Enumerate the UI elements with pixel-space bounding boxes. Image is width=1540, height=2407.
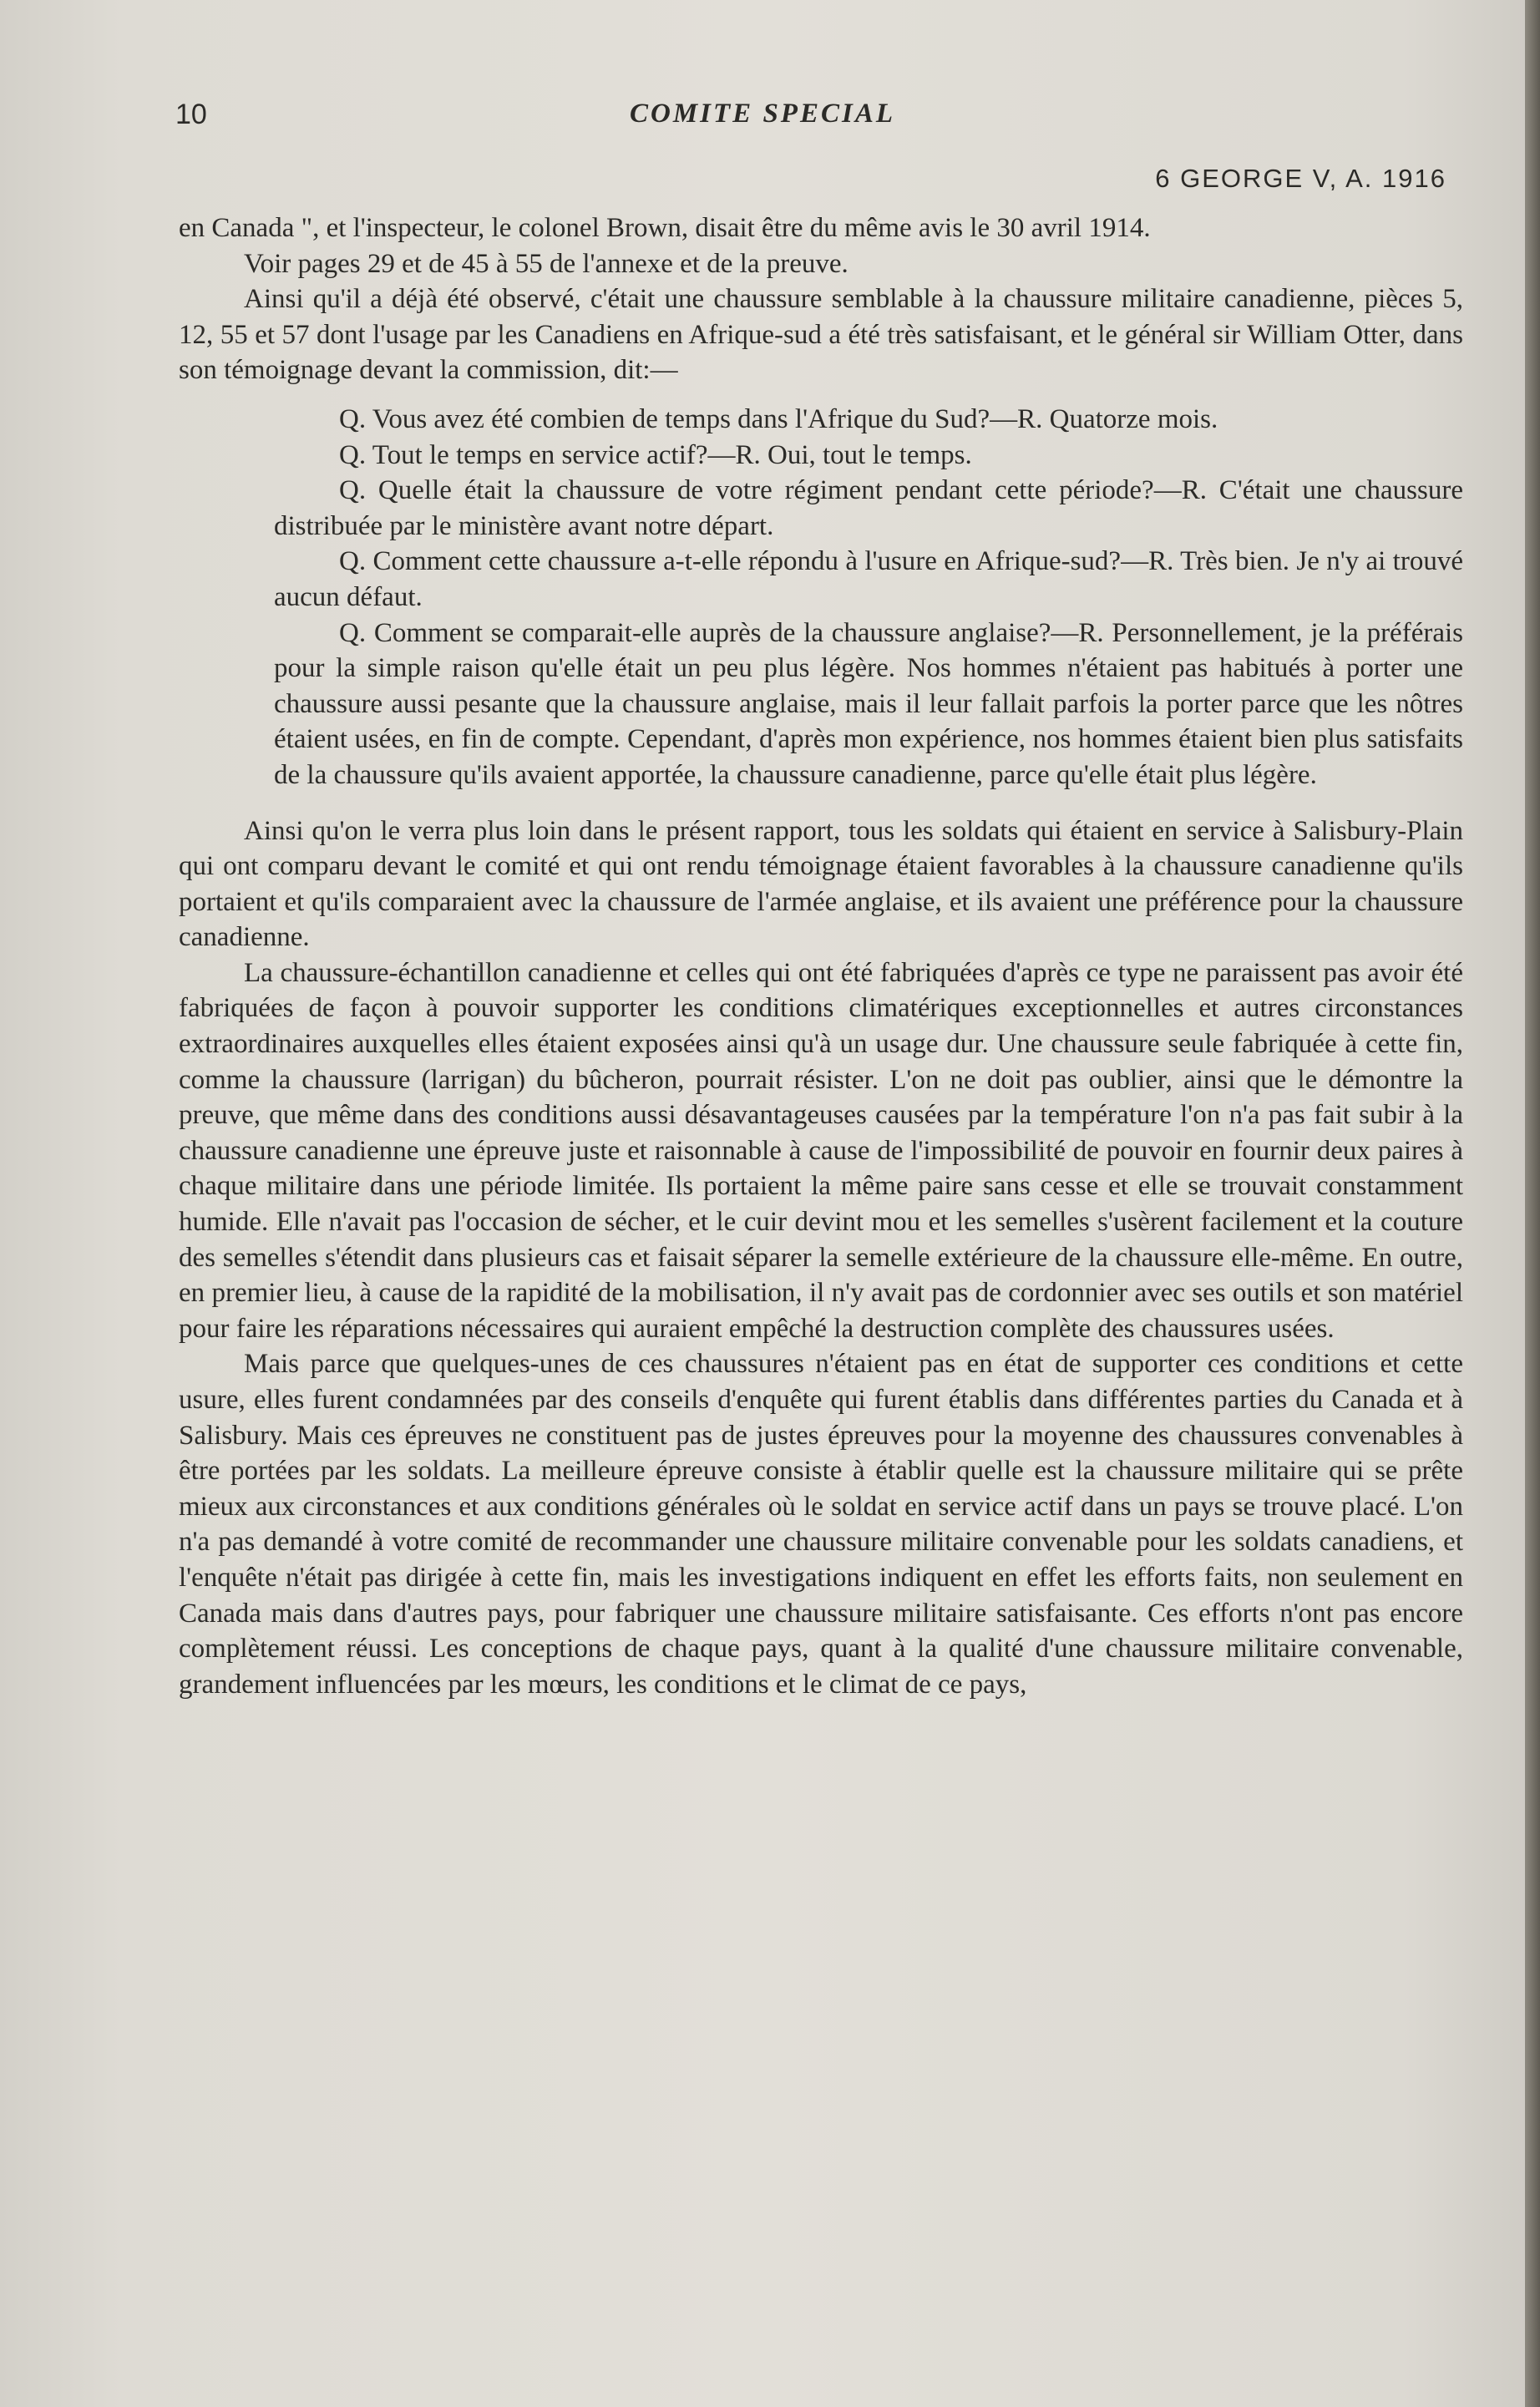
page-number: 10 [175,99,207,130]
quote-line: Q. Vous avez été combien de temps dans l'Afrique du Sud?—R. Quatorze mois. [339,403,1218,434]
paragraph: Ainsi qu'il a déjà été observé, c'était une chaussure semblable à la chaussure militaire canadienne, pièces 5, 12, 55 et 57 dont l'usage par les Canadiens en Afrique-sud a été très satisfaisant, et le général sir William Otter, dans son témoignage devant la commission, dit:— [179,284,1463,386]
body-text [179,210,1463,1702]
quote-line: Q. Quelle était la chaussure de votre régiment pendant cette période?—R. C'était une chaussure distribuée par le ministère avant notre départ. [274,475,1463,541]
paragraph: La chaussure-échantillon canadienne et celles qui ont été fabriquées d'après ce type ne paraissent pas avoir été fabriquées de façon à pouvoir supporter les conditions climatériques exceptionnelles et autres circonstances extraordinaires auxquelles elles étaient exposées ainsi qu'à un usage dur. Une chaussure seule fabriquée à cette fin, comme la chaussure (larrigan) du bûcheron, pourrait résister. L'on ne doit pas oublier, ainsi que le démontre la preuve, que même dans des conditions aussi désavantageuses causées par la température l'on n'a pas fait subir à la chaussure canadienne une épreuve juste et raisonnable à cause de l'impossibilité de pouvoir en fournir deux paires à chaque militaire dans une période limitée. Ils portaient la même paire sans cesse et elle se trouvait constamment humide. Elle n'avait pas l'occasion de sécher, et le cuir devint mou et les semelles s'usèrent facilement et la couture des semelles s'étendit dans plusieurs cas et faisait séparer la semelle extérieure de la chaussure elle-même. En outre, en premier lieu, à cause de la rapidité de la mobilisation, il n'y avait pas de cordonnier avec ses outils et son matériel pour faire les réparations nécessaires qui auraient empêché la destruction complète des chaussures usées. [179,957,1463,1344]
testimony-quote [179,402,1463,793]
paragraph: en Canada ", et l'inspecteur, le colonel Brown, disait être du même avis le 30 avril 1914. [179,213,1151,243]
quote-line: Q. Comment se comparait-elle auprès de la chaussure anglaise?—R. Personnellement, je la préférais pour la simple raison qu'elle était un peu plus légère. Nos hommes n'étaient pas habitués à porter une chaussure aussi pesante que la chaussure anglaise, mais il leur fallait parfois la porter parce que les nôtres étaient usées, en fin de compte. Cependant, d'après mon expérience, nos hommes étaient bien plus satisfaits de la chaussure qu'ils avaient apportée, la chaussure canadienne, parce qu'elle était plus légère. [274,617,1463,790]
paragraph: Ainsi qu'on le verra plus loin dans le présent rapport, tous les soldats qui étaient en service à Salisbury-Plain qui ont comparu devant le comité et qui ont rendu témoignage étaient favorables à la chaussure canadienne qu'ils portaient et qu'ils comparaient avec la chaussure de l'armée anglaise, et ils avaient une préférence pour la chaussure canadienne. [179,815,1463,953]
binding-edge [1525,0,1540,2407]
quote-line: Q. Tout le temps en service actif?—R. Oui, tout le temps. [339,439,972,470]
quote-line: Q. Comment cette chaussure a-t-elle répondu à l'usure en Afrique-sud?—R. Très bien. Je n'y ai trouvé aucun défaut. [274,546,1463,612]
paragraph: Voir pages 29 et de 45 à 55 de l'annexe et de la preuve. [244,248,849,279]
paragraph: Mais parce que quelques-unes de ces chaussures n'étaient pas en état de supporter ces conditions et cette usure, elles furent condamnées par des conseils d'enquête qui furent établis dans différentes parties du Canada et à Salisbury. Mais ces épreuves ne constituent pas de justes épreuves pour la moyenne des chaussures convenables à être portées par les soldats. La meilleure épreuve consiste à établir quelle est la chaussure militaire qui se prête mieux aux circonstances et aux conditions générales où le soldat en service actif dans un pays se trouve placé. L'on n'a pas demandé à votre comité de recommander une chaussure militaire convenable pour les soldats canadiens, et l'enquête n'était pas dirigée à cette fin, mais les investigations indiquent en effet les efforts faits, non seulement en Canada mais dans d'autres pays, pour fabriquer une chaussure militaire satisfaisante. Ces efforts n'ont pas encore complètement réussi. Les conceptions de chaque pays, quant à la qualité d'une chaussure militaire convenable, grandement influencées par les mœurs, les conditions et le climat de ce pays, [179,1349,1463,1700]
running-title: COMITE SPECIAL [630,99,895,129]
session-label: 6 GEORGE V, A. 1916 [1155,164,1446,193]
